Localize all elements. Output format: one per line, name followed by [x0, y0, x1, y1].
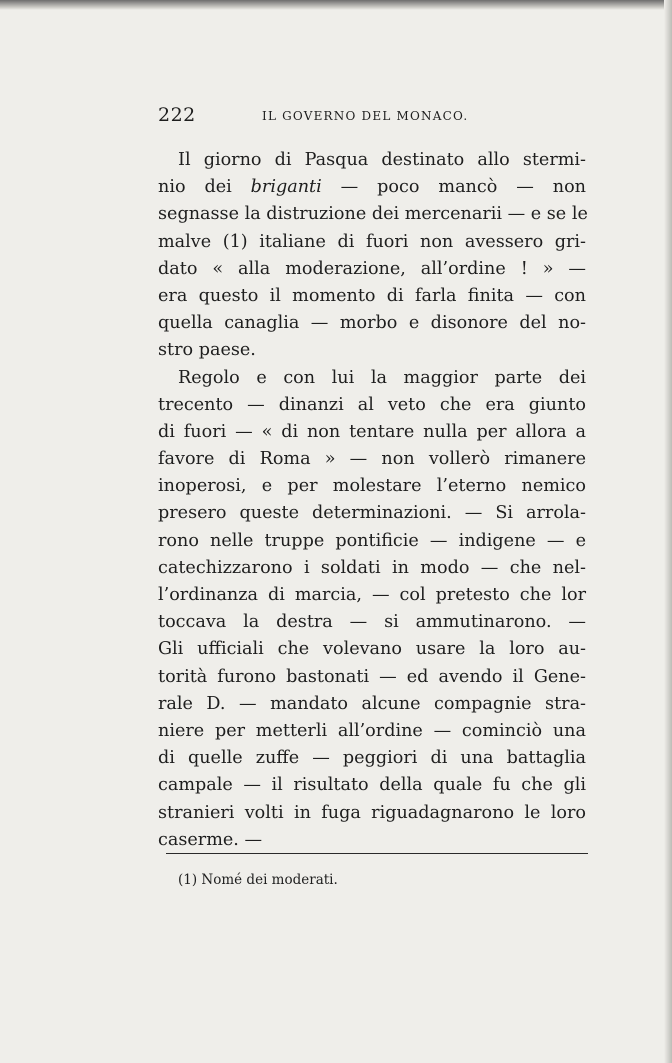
text-line: toccava la destra — si ammutinarono. —	[158, 612, 586, 633]
text-line: caserme. —	[158, 829, 263, 850]
text-line: dato « alla moderazione, all’ordine ! » —	[158, 258, 586, 279]
text-line: torità furono bastonati — ed avendo il Gene-	[158, 666, 586, 687]
page-header	[158, 104, 588, 130]
page-number: 222	[158, 104, 196, 126]
text-line: l’ordinanza di marcia, — col pretesto che lor	[158, 585, 586, 605]
page-right-edge	[664, 0, 672, 1063]
text-line: presero queste determinazioni. — Si arrola-	[158, 503, 586, 524]
text-line: trecento — dinanzi al veto che era giunto	[158, 394, 586, 415]
page-top-edge	[0, 0, 672, 10]
text-line: stranieri volti in fuga riguadagnarono le loro	[158, 802, 586, 823]
text-line: catechizzarono i soldati in modo — che nel-	[158, 557, 586, 578]
text-line: inoperosi, e per molestare l’eterno nemico	[158, 476, 586, 497]
text-line: era questo il momento di farla finita — con	[158, 285, 586, 306]
text-line: campale — il risultato della quale fu che gli	[158, 775, 586, 796]
footnote: (1) Nomé dei moderati.	[178, 872, 338, 888]
text-line: Gli ufficiali che volevano usare la loro au-	[158, 639, 586, 660]
text-line: nio dei briganti — poco mancò — non	[158, 177, 586, 198]
text-line: segnasse la distruzione dei mercenarii — e se le	[158, 204, 588, 225]
text-line: rono nelle truppe pontificie — indigene — e	[158, 530, 586, 551]
text-line: stro paese.	[158, 340, 256, 361]
text-line: rale D. — mandato alcune compagnie stra-	[158, 693, 586, 714]
text-line: favore di Roma » — non vollerò rimanere	[158, 449, 586, 470]
text-line: niere per metterli all’ordine — cominciò una	[158, 720, 586, 741]
text-line: quella canaglia — morbo e disonore del no-	[158, 313, 586, 334]
footnote-rule	[166, 853, 588, 854]
text-line: di quelle zuffe — peggiori di una battaglia	[158, 748, 586, 769]
running-head: IL GOVERNO DEL MONACO.	[262, 109, 469, 123]
text-line: di fuori — « di non tentare nulla per allora a	[158, 421, 586, 442]
body-text	[158, 147, 586, 854]
text-line: Il giorno di Pasqua destinato allo stermi-	[178, 150, 586, 170]
text-line: Regolo e con lui la maggior parte dei	[178, 367, 586, 388]
text-line: malve (1) italiane di fuori non avessero gri-	[158, 231, 586, 252]
